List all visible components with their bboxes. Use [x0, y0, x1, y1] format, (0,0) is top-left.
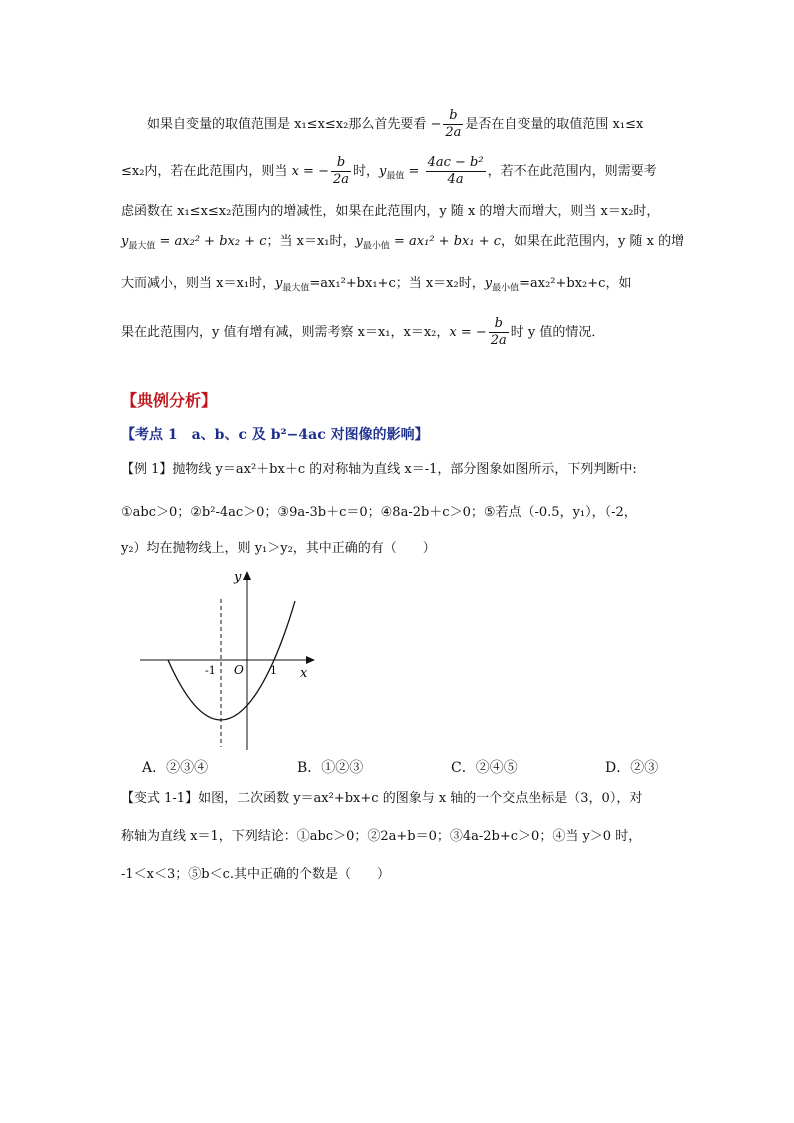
subscript: 最大值: [128, 241, 156, 252]
intro-text: 是否在自变量的取值范围 x₁≤x: [465, 117, 644, 132]
intro-text: 时 y 值的情况．: [510, 325, 605, 340]
math-y: y: [355, 234, 363, 249]
math-expr: =ax₂²+bx₂+c: [519, 276, 606, 291]
fraction-denominator: 4a: [447, 172, 464, 187]
math-y: y: [484, 276, 493, 291]
subscript: 最值: [386, 171, 405, 182]
intro-text: 大而减小，则当 x＝x₁时，: [121, 276, 276, 291]
fraction-numerator: b: [489, 316, 509, 333]
fraction: [331, 155, 351, 188]
intro-line-1: [147, 108, 643, 141]
intro-text: ，如果在此范围内，y 随 x 的增: [501, 234, 685, 249]
option-b: B．①②③: [297, 760, 364, 776]
math-expr: =ax₁²+bx₁+c: [309, 276, 396, 291]
intro-text: ，如: [605, 276, 632, 291]
intro-text: ；当 x＝x₁时，: [266, 234, 356, 249]
intro-text: 时，: [353, 164, 380, 179]
intro-text: ，若不在此范围内，则需要考: [487, 164, 657, 179]
intro-line-2: ≤x₂内，若在此范围内，则当 x = − $\frac{b}{2a}$ 时，$y_{最值}$ = $\frac{\text{4ac − b²}}{4a}$ ，若不在此范围内，则需要考: [121, 155, 657, 187]
option-a: A．②③④: [142, 760, 209, 776]
math-y: y: [379, 164, 387, 179]
intro-text: 如果自变量的取值范围是 x₁≤x≤x₂那么首先要看 −: [147, 117, 442, 132]
fraction: [443, 108, 463, 141]
origin-label: O: [234, 663, 244, 677]
subscript: 最小值: [492, 283, 520, 294]
fraction-denominator: 2a: [445, 125, 462, 140]
fraction-numerator: 4ac − b²: [427, 155, 484, 170]
math-expr: x = −: [291, 164, 329, 179]
math-y: y: [121, 234, 129, 249]
math-expr: = ax₂² + bx₂ + c: [155, 234, 267, 249]
variant-line-2: 称轴为直线 x＝1，下列结论：①abc＞0；②2a+b＝0；③4a-2b+c＞0；④当 y＞0 时，: [121, 829, 642, 844]
section-title: 【典例分析】: [121, 391, 218, 410]
example1-line-3: y₂）均在抛物线上，则 y₁＞y₂，其中正确的有（ ）: [121, 541, 436, 556]
y-axis-arrow: [243, 571, 251, 580]
option-c: C．②④⑤: [451, 760, 518, 776]
intro-text: ≤x₂内，若在此范围内，则当: [121, 164, 292, 179]
variant-line-1: 【变式 1-1】如图，二次函数 y＝ax²+bx+c 的图象与 x 轴的一个交点坐标是（3，0），对: [121, 791, 643, 806]
topic-title: 【考点 1 a、b、c 及 b²−4ac 对图像的影响】: [121, 427, 429, 443]
intro-text: ；当 x＝x₂时，: [395, 276, 485, 291]
option-d: D．②③: [605, 760, 659, 776]
subscript: 最小值: [362, 241, 390, 252]
fraction-denominator: 2a: [490, 333, 507, 348]
fraction-numerator: b: [331, 155, 351, 172]
parabola-graph: [135, 565, 325, 750]
intro-line-4: [121, 233, 684, 256]
fraction-numerator: b: [443, 108, 463, 125]
math-y: y: [275, 276, 283, 291]
neg-one-label: -1: [205, 664, 216, 677]
variant-line-3: -1＜x＜3；⑤b＜c.其中正确的个数是（ ）: [121, 867, 391, 882]
subscript: 最大值: [282, 283, 310, 294]
y-axis-label: y: [234, 570, 242, 585]
fraction: [489, 316, 509, 349]
vertex-fraction: [426, 155, 486, 188]
intro-text: 虑函数在 x₁≤x≤x₂范围内的增减性，如果在此范围内，y 随 x 的增大而增大，则当 x＝x₂时，: [121, 204, 660, 219]
intro-line-3: [121, 203, 659, 221]
math-expr: = ax₁² + bx₁ + c: [389, 234, 502, 249]
x-axis-arrow: [306, 656, 315, 664]
example1-line-1: 【例 1】抛物线 y＝ax²＋bx＋c 的对称轴为直线 x＝-1，部分图象如图所示，下列判断中:: [121, 462, 637, 477]
one-label: 1: [270, 664, 277, 677]
x-axis-label: x: [300, 666, 308, 681]
intro-text: 果在此范围内，y 值有增有减，则需考察 x＝x₁，x＝x₂，: [121, 325, 450, 340]
intro-line-6: [121, 316, 604, 349]
math-expr: x = −: [449, 325, 487, 340]
fraction-denominator: 2a: [332, 172, 349, 187]
example1-line-2: ①abc＞0；②b²-4ac＞0；③9a-3b＋c＝0；④8a-2b＋c＞0；⑤若点（-0.5，y₁），（-2，: [121, 505, 637, 520]
intro-line-5: [121, 275, 631, 298]
